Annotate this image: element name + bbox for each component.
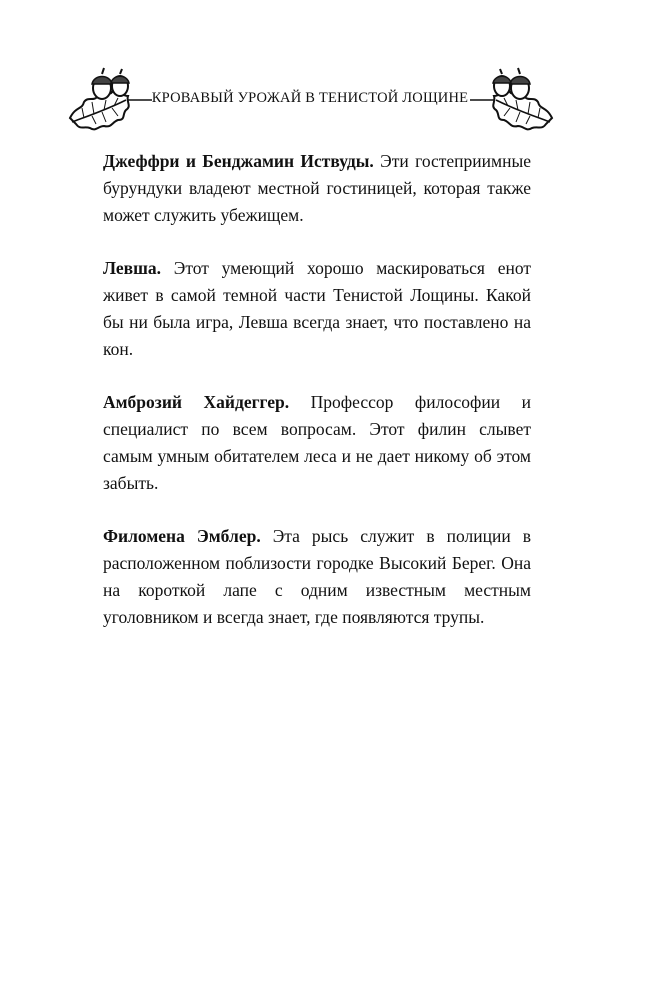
running-head: КРОВАВЫЙ УРОЖАЙ В ТЕНИСТОЙ ЛОЩИНЕ bbox=[151, 90, 469, 106]
character-entry bbox=[103, 255, 531, 363]
character-entry bbox=[103, 389, 531, 497]
character-list bbox=[103, 148, 531, 657]
character-name: Амброзий Хайдеггер. bbox=[103, 392, 290, 412]
character-description: Профессор философии и специалист по всем вопросам. Этот филин слывет самым умным обитателем леса и не дает никому об этом забыть. bbox=[103, 392, 531, 493]
oak-leaf-acorn-icon bbox=[62, 66, 152, 136]
character-description: Эти гостеприимные бурундуки владеют местной гостиницей, которая также может служить убежищем. bbox=[103, 151, 531, 225]
page-header bbox=[0, 66, 650, 138]
oak-leaf-acorn-icon bbox=[470, 66, 560, 136]
character-name: Филомена Эмблер. bbox=[103, 526, 261, 546]
character-entry bbox=[103, 523, 531, 631]
character-description: Эта рысь служит в полиции в расположенном поблизости городке Высокий Берег. Она на короткой лапе с одним известным местным уголовником и всегда знает, где появляются трупы. bbox=[103, 526, 532, 627]
character-name: Левша. bbox=[103, 258, 162, 278]
character-description: Этот умеющий хорошо маскироваться енот живет в самой темной части Тенистой Лощины. Какой бы ни была игра, Левша всегда знает, что поставлено на кон. bbox=[103, 258, 531, 359]
character-entry bbox=[103, 148, 531, 229]
character-name: Джеффри и Бенджамин Иствуды. bbox=[103, 151, 374, 171]
